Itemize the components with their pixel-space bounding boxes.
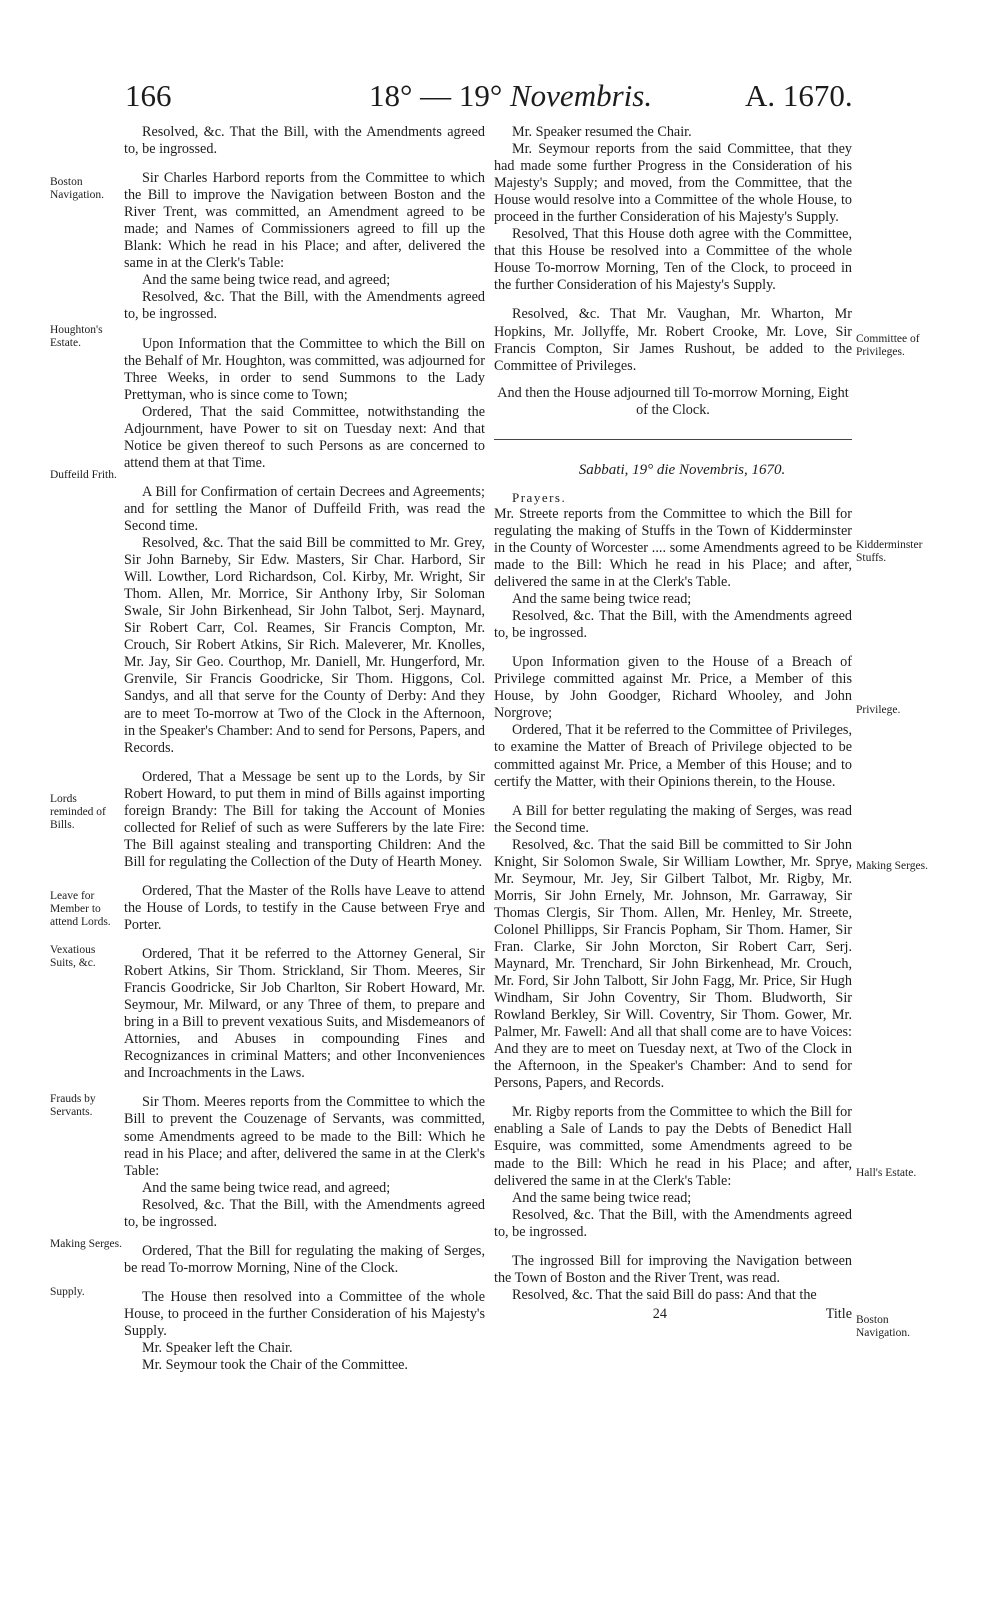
margin-note: Vexatious Suits, &c. [50,944,96,969]
paragraph: Sir Thom. Meeres reports from the Committee to which the Bill to prevent the Couzenage of Servants, was committed, some Amendments agreed to be made to the Bill: Which he read in his Place; and after, delivered the same in at the Clerk's Table: [124,1094,485,1179]
paragraph: And the same being twice read; [512,1189,692,1206]
margin-note: Boston Navigation. [50,176,104,201]
section-divider [494,439,852,440]
margin-note: Duffeild Frith. [50,469,117,481]
paragraph: Resolved, That this House doth agree with the Committee, that this House be resolved into a Committee of the whole House To-morrow Morning, Ten of the Clock, to proceed in the further Consideration of his Majesty's Supply. [494,226,852,294]
margin-note: Making Serges. [856,860,928,872]
paragraph: Ordered, That the said Committee, notwithstanding the Adjournment, have Power to sit on Tuesday next: And that Notice be given thereof to such Persons as are concerned to attend them at that Time. [124,403,485,471]
header-month: Novembris. [510,78,653,113]
sitting-heading: Sabbati, 19° die Novembris, 1670. [578,461,786,478]
paragraph: Mr. Speaker resumed the Chair. [512,124,692,140]
signature-mark: 24 [652,1305,667,1322]
paragraph: Ordered, That a Message be sent up to the Lords, by Sir Robert Howard, to put them in mind of Bills against importing foreign Brandy: The Bill for taking the Account of Monies collected for Relief of such as were Sufferers by the late Fire: The Bill against stealing and transporting Children: And the Bill for regulating the Collection of the Duty of Hearth Money. [124,768,485,870]
paragraph: Ordered, That it be referred to the Attorney General, Sir Robert Atkins, Sir Thom. Strickland, Sir Thom. Meeres, Sir Francis Goodricke, Sir Job Charlton, Sir Robert Howard, Mr. Seymour, Mr. Milward, or any Three of them, to prepare and bring in a Bill to prevent vexatious Suits, and Misdemeanors of Attornies, and Abuses in compounding Fines and Recognizances in criminal Matters; and other Inconveniences and Incroachments in the Laws. [124,946,485,1082]
paragraph: Resolved, &c. That the Bill, with the Amendments agreed to, be ingrossed. [124,124,485,158]
page-number: 166 [125,78,172,113]
catchword: Title [825,1305,852,1322]
header-year: A. 1670. [745,78,853,113]
paragraph: Ordered, That the Master of the Rolls have Leave to attend the House of Lords, to testify in the Cause between Frye and Porter. [124,882,485,934]
margin-note: Hall's Estate. [856,1167,917,1179]
margin-note: Committee of Privileges. [856,333,920,358]
right-column [494,124,852,1323]
margin-note: Making Serges. [50,1238,122,1250]
paragraph: Resolved, &c. That the Bill, with the Amendments agreed to, be ingrossed. [494,1206,852,1240]
paragraph: Mr. Rigby reports from the Committee to which the Bill for enabling a Sale of Lands to pay the Debts of Benedict Hall Esquire, was committed, some Amendments agreed to be made to the Bill: Which he read in his Place; and after, delivered the same in at the Clerk's Table: [494,1104,852,1189]
margin-note: Supply. [50,1286,85,1298]
paragraph: Mr. Speaker left the Chair. [142,1340,293,1357]
margin-note: Privilege. [856,704,901,716]
paragraph: Mr. Streete reports from the Committee to which the Bill for regulating the making of Stuffs in the Town of Kidderminster in the County of Worcester .... some Amendments agreed to be made to the Bill: Which he read in his Place; and after, delivered the same in at the Clerk's Table. [494,505,852,591]
paragraph: Resolved, &c. That the said Bill do pass: And that the [512,1286,817,1303]
paragraph: Sir Charles Harbord reports from the Committee to which the Bill to improve the Navigation between Boston and the River Trent, was committed, an Amendment agreed to be made; and Names of Commissioners agreed to fill up the Blank: Which he read in his Place; and after, delivered the same in at the Clerk's Table: [124,170,485,272]
page-footer [494,1306,852,1323]
paragraph: Resolved, &c. That the said Bill be committed to Mr. Grey, Sir John Barneby, Sir Edw. Masters, Sir Char. Harbord, Sir Will. Lowther, Lord Richardson, Col. Kirby, Mr. Wright, Sir Thom. Allen, Mr. Morrice, Sir Anthony Irby, Sir Soloman Swale, Sir John Birkenhead, Sir John Talbot, Serj. Maynard, Sir Robert Carr, Col. Reames, Sir Francis Compton, Mr. Crouch, Sir Robert Atkins, Sir Rich. Maleverer, Mr. Knolles, Mr. Jay, Sir Geo. Courthop, Mr. Daniell, Mr. Hungerford, Mr. Grenvile, Sir Francis Goodricke, Sir Thom. Higgons, Col. Sandys, and all that serve for the County of Derby: And they are to meet To-morrow at Two of the Clock in the Afternoon, in the Speaker's Chamber: And to send for Persons, Papers, and Records. [124,535,485,756]
margin-note: Boston Navigation. [856,1314,910,1339]
paragraph: Mr. Seymour reports from the said Committee, that they had made some further Progress in the Consideration of his Majesty's Supply; and moved, from the Committee, that the House would resolve into a Committee of the whole House, to proceed in the further Consideration of his Majesty's Supply. [494,141,852,226]
paragraph: A Bill for better regulating the making of Serges, was read the Second time. [494,802,852,836]
paragraph: Resolved, &c. That the Bill, with the Amendments agreed to, be ingrossed. [494,608,852,642]
header-date: 18° — 19° [369,78,503,113]
margin-note: Lords reminded of Bills. [50,793,106,831]
prayers-heading: Prayers. [512,489,567,505]
adjournment: And then the House adjourned till To-morrow Morning, Eight of the Clock. [497,384,849,418]
paragraph: The House then resolved into a Committee of the whole House, to proceed in the further Consideration of his Majesty's Supply. [124,1288,485,1339]
paragraph: A Bill for Confirmation of certain Decrees and Agreements; and for settling the Manor of Duffeild Frith, was read the Second time. [124,483,485,534]
paragraph: And the same being twice read, and agreed; [142,272,391,289]
running-header [0,78,992,118]
paragraph: Ordered, That the Bill for regulating the making of Serges, be read To-morrow Morning, Nine of the Clock. [124,1242,485,1276]
margin-note: Frauds by Servants. [50,1093,96,1118]
margin-note: Houghton's Estate. [50,324,103,349]
paragraph: Ordered, That it be referred to the Committee of Privileges, to examine the Matter of Breach of Privilege objected to be committed against Mr. Price, a Member of this House; and to certify the Matter, with their Opinions therein, to the House. [494,722,852,790]
paragraph: Resolved, &c. That Mr. Vaughan, Mr. Wharton, Mr Hopkins, Mr. Jollyffe, Mr. Robert Crooke, Mr. Love, Sir Francis Compton, Sir James Rushout, be added to the Committee of Privileges. [494,306,852,374]
margin-note: Leave for Member to attend Lords. [50,890,111,928]
paragraph: Resolved, &c. That the Bill, with the Amendments agreed to, be ingrossed. [124,289,485,323]
margin-note: Kidderminster Stuffs. [856,539,923,564]
paragraph: Resolved, &c. That the Bill, with the Amendments agreed to, be ingrossed. [124,1196,485,1230]
paragraph: Resolved, &c. That the said Bill be committed to Sir John Knight, Sir Solomon Swale, Sir William Lowther, Mr. Sprye, Mr. Seymour, Mr. Jey, Sir Gilbert Talbot, Mr. Rigby, Mr. Morris, Sir John Ernely, Mr. Johnson, Mr. Garraway, Sir Thomas Clergis, Sir Thom. Allen, Mr. Henley, Mr. Streete, Colonel Phillipps, Sir Francis Popham, Sir Thom. Hamer, Sir Fran. Clarke, Sir John Morcton, Sir Robert Carr, Serj. Maynard, Mr. Trenchard, Sir John Birkenhead, Mr. Crouch, Mr. Ford, Sir John Talbott, Sir John Fagg, Mr. Price, Sir Hugh Windham, Sir John Coventry, Sir Thom. Bludworth, Sir Rowland Berkley, Sir Will. Coventry, Sir Thom. Gower, Mr. Palmer, Mr. Fawell: And all that shall come are to have Voices: And they are to meet on Tuesday next, at Two of the Clock in the Afternoon, in the Speaker's Chamber: And to send for Persons, Papers, and Records. [494,836,852,1092]
paragraph: And the same being twice read, and agreed; [142,1179,391,1196]
paragraph: And the same being twice read; [512,591,692,608]
paragraph: The ingrossed Bill for improving the Navigation between the Town of Boston and the River Trent, was read. [494,1252,852,1286]
paragraph: Upon Information that the Committee to which the Bill on the Behalf of Mr. Houghton, was committed, was adjourned for Three Weeks, in order to send Summons to the Lady Prettyman, who is since come to Town; [124,335,485,403]
left-column [124,124,485,1374]
paragraph: Mr. Seymour took the Chair of the Committee. [142,1357,408,1374]
paragraph: Upon Information given to the House of a Breach of Privilege committed against Mr. Price, a Member of this House, by John Goodger, Richard Whooley, and John Norgrove; [494,654,852,722]
